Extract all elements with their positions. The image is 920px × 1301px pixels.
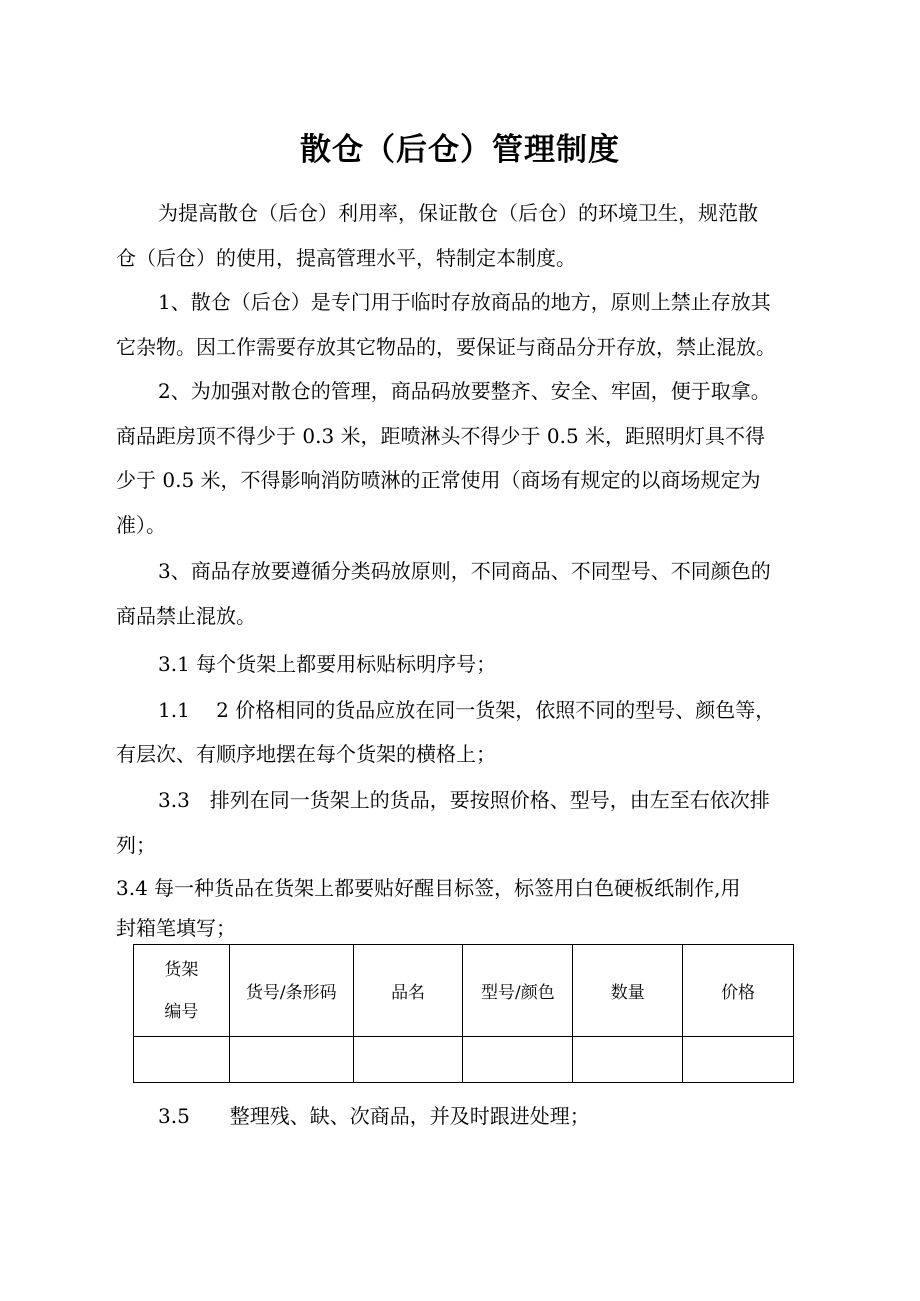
header-price: 价格 — [683, 945, 794, 1037]
paragraph-line: 1、散仓（后仓）是专门用于临时存放商品的地方，原则上禁止存放其 — [158, 290, 771, 314]
table-cell — [573, 1037, 683, 1083]
paragraph-line: 准）。 — [116, 513, 166, 537]
header-product-name: 品名 — [353, 945, 463, 1037]
paragraph-line: 3、商品存放要遵循分类码放原则，不同商品、不同型号、不同颜色的 — [158, 559, 771, 583]
header-label: 货架 — [164, 959, 199, 980]
paragraph-line: 1.1 2 价格相同的货品应放在同一货架，依照不同的型号、颜色等， — [158, 698, 776, 722]
paragraph-line: 商品距房顶不得少于 0.3 米，距喷淋头不得少于 0.5 米，距照明灯具不得 — [116, 424, 766, 448]
header-model-color: 型号/颜色 — [463, 945, 573, 1037]
header-shelf-number — [134, 945, 230, 1037]
table-header-row — [134, 945, 794, 1037]
header-label: 编号 — [164, 1001, 199, 1022]
paragraph-line: 3.1 每个货架上都要用标贴标明序号； — [158, 652, 497, 676]
table-row — [134, 1037, 794, 1083]
paragraph-line: 封箱笔填写； — [116, 916, 236, 940]
paragraph-line: 列； — [116, 833, 156, 857]
table-cell — [353, 1037, 463, 1083]
table-cell — [683, 1037, 794, 1083]
table-cell — [463, 1037, 573, 1083]
table-cell — [134, 1037, 230, 1083]
table-cell — [229, 1037, 353, 1083]
paragraph-line: 它杂物。因工作需要存放其它物品的，要保证与商品分开存放，禁止混放。 — [116, 335, 776, 359]
goods-table — [133, 944, 794, 1083]
paragraph-line: 3.4 每一种货品在货架上都要贴好醒目标签，标签用白色硬板纸制作,用 — [116, 876, 741, 900]
paragraph-line: 商品禁止混放。 — [116, 604, 256, 628]
paragraph-line: 有层次、有顺序地摆在每个货架的横格上； — [116, 742, 496, 766]
paragraph-line: 2、为加强对散仓的管理，商品码放要整齐、安全、牢固，便于取拿。 — [158, 379, 771, 403]
document-title: 散仓（后仓）管理制度 — [300, 132, 620, 168]
paragraph-line: 仓（后仓）的使用，提高管理水平，特制定本制度。 — [116, 246, 576, 270]
header-quantity: 数量 — [573, 945, 683, 1037]
paragraph-line: 为提高散仓（后仓）利用率，保证散仓（后仓）的环境卫生，规范散 — [158, 201, 758, 225]
paragraph-line: 3.3 排列在同一货架上的货品，要按照价格、型号，由左至右依次排 — [158, 788, 770, 812]
paragraph-line: 3.5 整理残、缺、次商品，并及时跟进处理； — [158, 1104, 590, 1128]
header-item-code: 货号/条形码 — [229, 945, 353, 1037]
paragraph-line: 少于 0.5 米，不得影响消防喷淋的正常使用（商场有规定的以商场规定为 — [116, 468, 761, 492]
